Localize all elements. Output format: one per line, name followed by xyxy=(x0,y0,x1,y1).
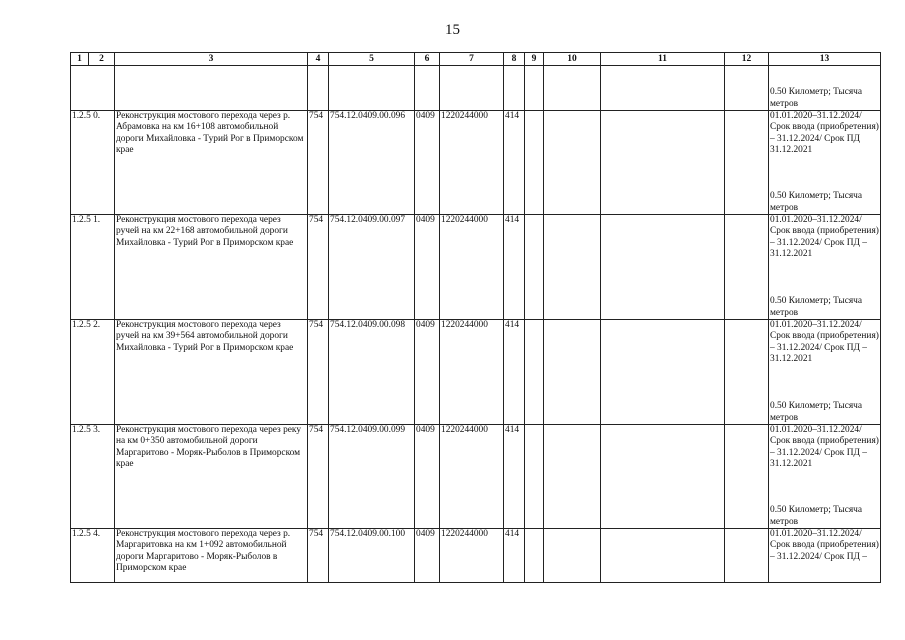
cell-col8: 414 xyxy=(504,215,525,320)
row-number: 1.2.5 4. xyxy=(71,529,115,583)
cell xyxy=(525,215,544,320)
cell-col8: 414 xyxy=(504,425,525,529)
column-header: 13 xyxy=(769,53,881,66)
table-row xyxy=(71,529,881,583)
period-text: 01.01.2020–31.12.2024/ Срок ввода (приобретения) – 31.12.2024/ Срок ПД – xyxy=(770,529,879,562)
column-header: 10 xyxy=(544,53,601,66)
cell-col6: 0409 xyxy=(415,111,440,215)
cell xyxy=(601,529,725,583)
cell-col8: 414 xyxy=(504,111,525,215)
header-row xyxy=(71,53,881,66)
page-number: 15 xyxy=(445,22,460,38)
cell xyxy=(725,529,769,583)
cell-col5: 754.12.0409.00.096 xyxy=(329,111,415,215)
cell xyxy=(440,66,504,111)
cell xyxy=(544,425,601,529)
cell-col7: 1220244000 xyxy=(440,111,504,215)
cell-col6: 0409 xyxy=(415,529,440,583)
cell-col5: 754.12.0409.00.100 xyxy=(329,529,415,583)
column-header: 3 xyxy=(115,53,308,66)
cell xyxy=(525,66,544,111)
unit-text: 0.50 Километр; Тысяча метров xyxy=(770,296,863,318)
cell-col4: 754 xyxy=(308,320,329,425)
column-header: 6 xyxy=(415,53,440,66)
cell xyxy=(544,529,601,583)
cell-col5: 754.12.0409.00.099 xyxy=(329,425,415,529)
cell-col4: 754 xyxy=(308,529,329,583)
cell xyxy=(115,66,308,111)
cell xyxy=(601,320,725,425)
cell-col7: 1220244000 xyxy=(440,529,504,583)
unit-text: 0.50 Километр; Тысяча метров xyxy=(770,401,863,423)
cell xyxy=(725,425,769,529)
column-header: 4 xyxy=(308,53,329,66)
table-row xyxy=(71,425,881,529)
cell-col8: 414 xyxy=(504,320,525,425)
cell xyxy=(525,320,544,425)
unit-text: 0.50 Километр; Тысяча метров xyxy=(770,191,863,213)
cell xyxy=(329,66,415,111)
object-name: Реконструкция мостового перехода через р. Абрамовка на км 16+108 автомобильной дороги Михайловка - Турий Рог в Приморском крае xyxy=(115,111,308,215)
cell xyxy=(544,320,601,425)
row-number: 1.2.5 1. xyxy=(71,215,115,320)
object-name: Реконструкция мостового перехода через ручей на км 22+168 автомобильной дороги Михайловка - Турий Рог в Приморском крае xyxy=(115,215,308,320)
cell xyxy=(525,111,544,215)
cell-col4: 754 xyxy=(308,111,329,215)
table-row xyxy=(71,111,881,215)
cell-col4: 754 xyxy=(308,215,329,320)
column-header: 7 xyxy=(440,53,504,66)
row-number: 1.2.5 0. xyxy=(71,111,115,215)
unit-text: 0.50 Километр; Тысяча метров xyxy=(770,87,863,109)
cell-col13 xyxy=(769,320,881,425)
cell-col8: 414 xyxy=(504,529,525,583)
table-row xyxy=(71,320,881,425)
cell-col13 xyxy=(769,215,881,320)
period-text: 01.01.2020–31.12.2024/ Срок ввода (приобретения) – 31.12.2024/ Срок ПД 31.12.2021 xyxy=(770,111,879,155)
column-header: 11 xyxy=(601,53,725,66)
cell-col5: 754.12.0409.00.097 xyxy=(329,215,415,320)
column-header: 5 xyxy=(329,53,415,66)
column-header: 9 xyxy=(525,53,544,66)
cell-col6: 0409 xyxy=(415,215,440,320)
cell xyxy=(544,66,601,111)
cell xyxy=(725,320,769,425)
cell xyxy=(504,66,525,111)
cell xyxy=(725,66,769,111)
cell-col13 xyxy=(769,529,881,583)
cell xyxy=(544,111,601,215)
column-header: 1 xyxy=(71,53,89,66)
period-text: 01.01.2020–31.12.2024/ Срок ввода (приобретения) – 31.12.2024/ Срок ПД – 31.12.2021 xyxy=(770,215,879,259)
cell xyxy=(601,66,725,111)
cell-col5: 754.12.0409.00.098 xyxy=(329,320,415,425)
cell-col7: 1220244000 xyxy=(440,320,504,425)
cell xyxy=(544,215,601,320)
object-name: Реконструкция мостового перехода через ручей на км 39+564 автомобильной дороги Михайловка - Турий Рог в Приморском крае xyxy=(115,320,308,425)
cell-col7: 1220244000 xyxy=(440,215,504,320)
table-row xyxy=(71,66,881,111)
table-row xyxy=(71,215,881,320)
cell xyxy=(71,66,115,111)
cell xyxy=(525,425,544,529)
column-header: 2 xyxy=(89,53,115,66)
budget-table xyxy=(70,52,881,583)
cell xyxy=(601,215,725,320)
cell xyxy=(725,215,769,320)
cell xyxy=(415,66,440,111)
cell-unit xyxy=(769,66,881,111)
cell xyxy=(308,66,329,111)
cell xyxy=(601,111,725,215)
cell xyxy=(525,529,544,583)
cell-col13 xyxy=(769,111,881,215)
object-name: Реконструкция мостового перехода через реку на км 0+350 автомобильной дороги Маргаритово - Моряк-Рыболов в Приморском крае xyxy=(115,425,308,529)
cell-col7: 1220244000 xyxy=(440,425,504,529)
row-number: 1.2.5 3. xyxy=(71,425,115,529)
row-number: 1.2.5 2. xyxy=(71,320,115,425)
cell xyxy=(601,425,725,529)
column-header: 8 xyxy=(504,53,525,66)
cell xyxy=(725,111,769,215)
object-name: Реконструкция мостового перехода через р. Маргаритовка на км 1+092 автомобильной дороги Маргаритово - Моряк-Рыболов в Приморском крае xyxy=(115,529,308,583)
column-header: 12 xyxy=(725,53,769,66)
period-text: 01.01.2020–31.12.2024/ Срок ввода (приобретения) – 31.12.2024/ Срок ПД – 31.12.2021 xyxy=(770,320,879,364)
cell-col6: 0409 xyxy=(415,425,440,529)
cell-col6: 0409 xyxy=(415,320,440,425)
cell-col4: 754 xyxy=(308,425,329,529)
cell-col13 xyxy=(769,425,881,529)
unit-text: 0.50 Километр; Тысяча метров xyxy=(770,505,863,527)
period-text: 01.01.2020–31.12.2024/ Срок ввода (приобретения) – 31.12.2024/ Срок ПД – 31.12.2021 xyxy=(770,425,879,469)
